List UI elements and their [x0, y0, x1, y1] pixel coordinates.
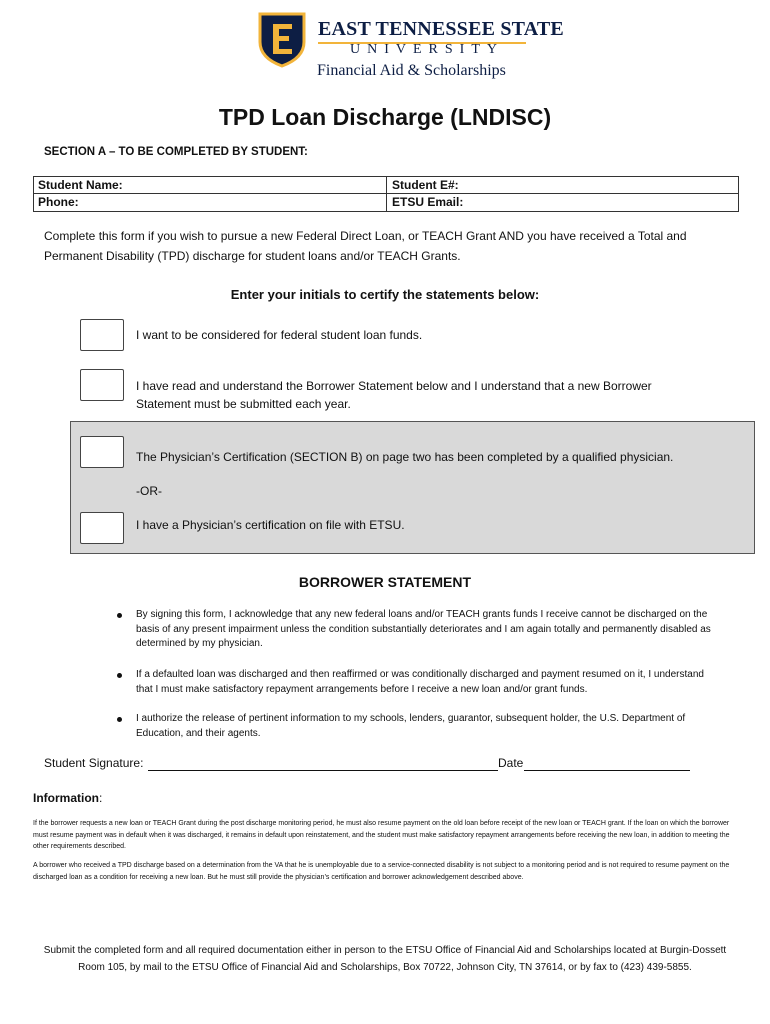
student-name-field[interactable]: Student Name:: [38, 178, 123, 192]
university-name-line2: UNIVERSITY: [350, 42, 504, 57]
student-signature-label: Student Signature:: [44, 756, 144, 770]
information-paragraph-2: A borrower who received a TPD discharge based on a determination from the VA that he is unemployable due to a service-connected disability is not subject to a monitoring period and is not required to resume payment on the discharged loan as a condition for receiving a new loan. But he must still provide the physician’s certification and borrower acknowledgement described above.: [33, 862, 730, 881]
table-divider-vertical: [386, 177, 387, 211]
date-line[interactable]: [524, 770, 690, 771]
borrower-statement-title: BORROWER STATEMENT: [298, 574, 472, 590]
bullet-marker: [117, 673, 122, 678]
table-divider-horizontal: [34, 193, 738, 194]
page-title: TPD Loan Discharge (LNDISC): [218, 104, 552, 130]
statement-3: The Physician’s Certification (SECTION B) on page two has been completed by a qualified physician.: [136, 450, 674, 464]
student-info-table: [33, 176, 739, 212]
statement-1: I want to be considered for federal student loan funds.: [136, 328, 423, 342]
etsu-email-field[interactable]: ETSU Email:: [392, 195, 464, 209]
borrower-bullet-1: By signing this form, I acknowledge that any new federal loans and/or TEACH grants funds I receive cannot be discharged on the basis of any present impairment unless the condition substantially deteriorates and I am again totally and permanently disabled as determined by my physician.: [136, 609, 711, 649]
statement-4: I have a Physician’s certification on file with ETSU.: [136, 518, 405, 532]
department-name: Financial Aid & Scholarships: [317, 62, 506, 79]
bullet-marker: [117, 717, 122, 722]
section-a-heading: SECTION A – TO BE COMPLETED BY STUDENT:: [44, 146, 308, 158]
physician-certification-panel: [70, 421, 755, 554]
certify-heading: Enter your initials to certify the statements below:: [230, 287, 540, 302]
or-separator: -OR-: [136, 484, 162, 498]
information-heading-colon: :: [99, 791, 103, 805]
borrower-bullet-3: I authorize the release of pertinent information to my schools, lenders, guarantor, subsequent holder, the U.S. Department of Education, and their agents.: [136, 713, 686, 739]
phone-field[interactable]: Phone:: [38, 195, 79, 209]
initials-box-4[interactable]: [80, 512, 124, 544]
information-heading-text: Information: [33, 791, 99, 805]
information-heading: [33, 791, 102, 805]
student-enumber-field[interactable]: Student E#:: [392, 178, 459, 192]
bullet-marker: [117, 613, 122, 618]
etsu-shield-logo: [258, 12, 306, 68]
date-label: Date: [498, 756, 524, 770]
initials-box-3[interactable]: [80, 436, 124, 468]
information-paragraph-1: If the borrower requests a new loan or TEACH Grant during the post discharge monitoring period, he must also resume payment on the old loan before receipt of the new loan or TEACH grant. If the loan on which the borrower must resume payment was in default when it was discharged, it remains in default upon reinstatement, and the student must make satisfactory repayment arrangements before receiving the new loan, in addition to meeting the other requirements described.: [33, 820, 730, 850]
submission-instructions: Submit the completed form and all required documentation either in person to the ETSU Office of Financial Aid and Scholarships located at Burgin-Dossett Room 105, by mail to the ETSU Office of Financial Aid and Scholarships, Box 70722, Johnson City, TN 37614, or by fax to (423) 439-5855.: [43, 945, 727, 973]
statement-2: I have read and understand the Borrower Statement below and I understand that a new Borrower Statement must be submitted each year.: [136, 379, 652, 411]
initials-box-1[interactable]: [80, 319, 124, 351]
initials-box-2[interactable]: [80, 369, 124, 401]
borrower-bullet-2: If a defaulted loan was discharged and then reaffirmed or was conditionally discharged and payment resumed on it, I understand that I must make satisfactory repayment arrangements before I receive a new loan and/or grant funds.: [136, 669, 704, 695]
university-name-line1: EAST TENNESSEE STATE: [318, 18, 564, 40]
intro-paragraph: Complete this form if you wish to pursue a new Federal Direct Loan, or TEACH Grant AND you have received a Total and Permanent Disability (TPD) discharge for student loans and/or TEACH Grants.: [44, 229, 687, 263]
student-signature-line[interactable]: [148, 770, 498, 771]
